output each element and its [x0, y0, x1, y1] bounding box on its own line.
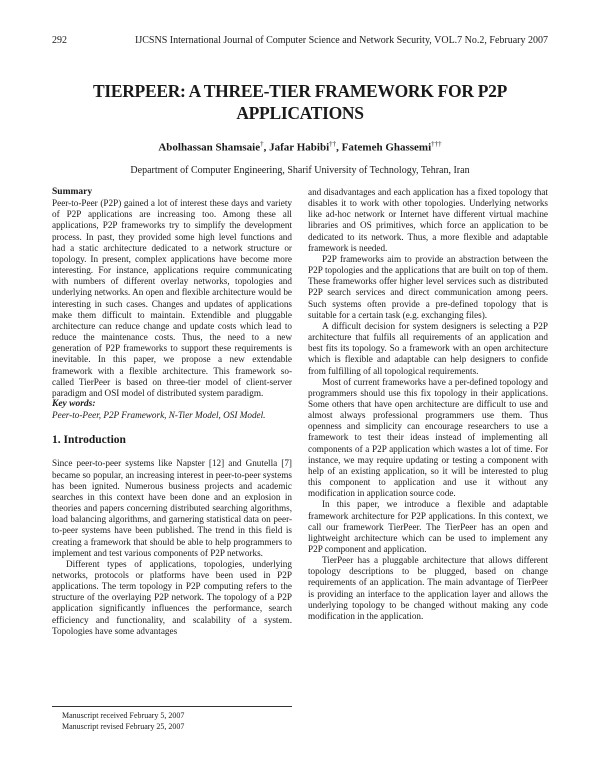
paragraph: P2P frameworks aim to provide an abstraction between the P2P topologies and the applications that are built on top of them. These frameworks offer higher level services such as distributed P2P search services and direct communication among peers. Such systems often provide a pre-defined topology that is suitable for a certain task (e.g. exchanging files). — [308, 253, 548, 320]
received-date: Manuscript received February 5, 2007 — [62, 711, 185, 720]
journal-header: IJCSNS International Journal of Computer Science and Network Security, VOL.7 No.2, February 2007 — [135, 35, 548, 46]
paragraph: Since peer-to-peer systems like Napster [12] and Gnutella [7] became so popular, an increasing interest in peer-to-peer systems has been ignited. Numerous business projects and academic searches in this context have been done and an explosion in theories and papers concerning distributed searching algorithms, load balancing algorithms, and garnering statistical data on peer-to-peer systems have been published. The trend in this field is creating a framework that should be able to help programmers to implement and test various components of P2P networks. — [52, 458, 292, 558]
paper-title: TIERPEER: A THREE-TIER FRAMEWORK FOR P2P APPLICATIONS — [92, 81, 508, 123]
paragraph: In this paper, we introduce a flexible and adaptable framework architecture for P2P applications. In this context, we call our framework TierPeer. The TierPeer has an open and lightweight architecture which can be used to implement any P2P component and application. — [308, 499, 548, 554]
manuscript-footnote — [52, 706, 292, 732]
keywords-heading: Key words: — [52, 398, 96, 409]
paragraph: Most of current frameworks have a per-defined topology and programmers should use this fix topology in their applications. Some others that have open architecture are difficult to use and almost always professional programmers use them. Thus openness and simplicity can encourage researchers to use a framework to test their ideas instead of implementing all components of a P2P application which wastes a lot of time. For instance, we may require updating or testing a component with help of an existing application, so it will be interested to plug this component to application and use it without any modification in application source code. — [308, 376, 548, 499]
author-name: Jafar Habibi — [269, 141, 330, 154]
paragraph: and disadvantages and each application has a fixed topology that disables it to work with other topologies. Underlying networks like ad-hoc network or Internet have different virtual machine libraries and OS primitives, which force an application to be dedicated to its network. Thus, a more flexible and adaptable framework is needed. — [308, 187, 548, 253]
summary-heading: Summary — [52, 187, 93, 197]
author-mark: ††† — [431, 140, 442, 148]
section-heading-introduction: 1. Introduction — [52, 434, 126, 447]
paragraph: TierPeer has a pluggable architecture that allows different topology descriptions to be plugged, based on change requirements of an application. The main advantage of TierPeer is providing an interface to the application layer and allows the underlying topology to be changed without making any code modification in the application. — [308, 555, 548, 621]
author-mark: † — [260, 140, 264, 148]
page-number: 292 — [52, 35, 67, 46]
affiliation: Department of Computer Engineering, Sharif University of Technology, Tehran, Iran — [130, 165, 470, 176]
paragraph: A difficult decision for system designers is selecting a P2P architecture that fulfils all requirements of an application and best fits its topology. So a framework with an open architecture which is flexible and adaptable can help designers to confide from fulfilling of all topological requirements. — [308, 320, 548, 376]
revised-date: Manuscript revised February 25, 2007 — [62, 722, 185, 731]
author-list: Abolhassan Shamsaie†, Jafar Habibi††, Fatemeh Ghassemi††† — [158, 140, 442, 154]
paragraph: Different types of applications, topologies, underlying networks, protocols or platforms have been used in P2P applications. The term topology in P2P computing refers to the structure of the overlaying P2P network. The topology of a P2P application significantly influences the performance, search efficiency and functionality, and scalability of a system. Topologies have some advantages — [52, 558, 292, 636]
right-column — [308, 187, 548, 622]
author-name: Abolhassan Shamsaie — [158, 141, 261, 154]
summary-text: Peer-to-Peer (P2P) gained a lot of interest these days and variety of P2P applications are increasing too. Among these all applications, P2P frameworks try to simplify the development process. In past, they provided some high level functions and had a static architecture dedicated to a network structure or topology. In present, complex applications have become more interesting. For instance, applications require communicating with numbers of different overlay networks, topologies and underlying networks. An open and flexible architecture would be interesting in such cases. Changes and updates of applications make them difficult to maintain. Extendible and pluggable architecture can reduce change and update costs which lead to reduce the maintenance costs. Thus, the need to a new generation of P2P frameworks to support these requirements is inevitable. In this paper, we propose a new extendable framework with a flexible architecture. This framework so-called TierPeer is based on three-tier model of client-server paradigm and OSI model of distributed system paradigm. — [52, 198, 292, 398]
keywords-text: Peer-to-Peer, P2P Framework, N-Tier Model, OSI Model. — [52, 410, 266, 421]
author-mark: †† — [329, 140, 337, 148]
running-header — [52, 35, 548, 46]
left-column — [52, 187, 292, 637]
author-name: Fatemeh Ghassemi — [341, 141, 432, 154]
